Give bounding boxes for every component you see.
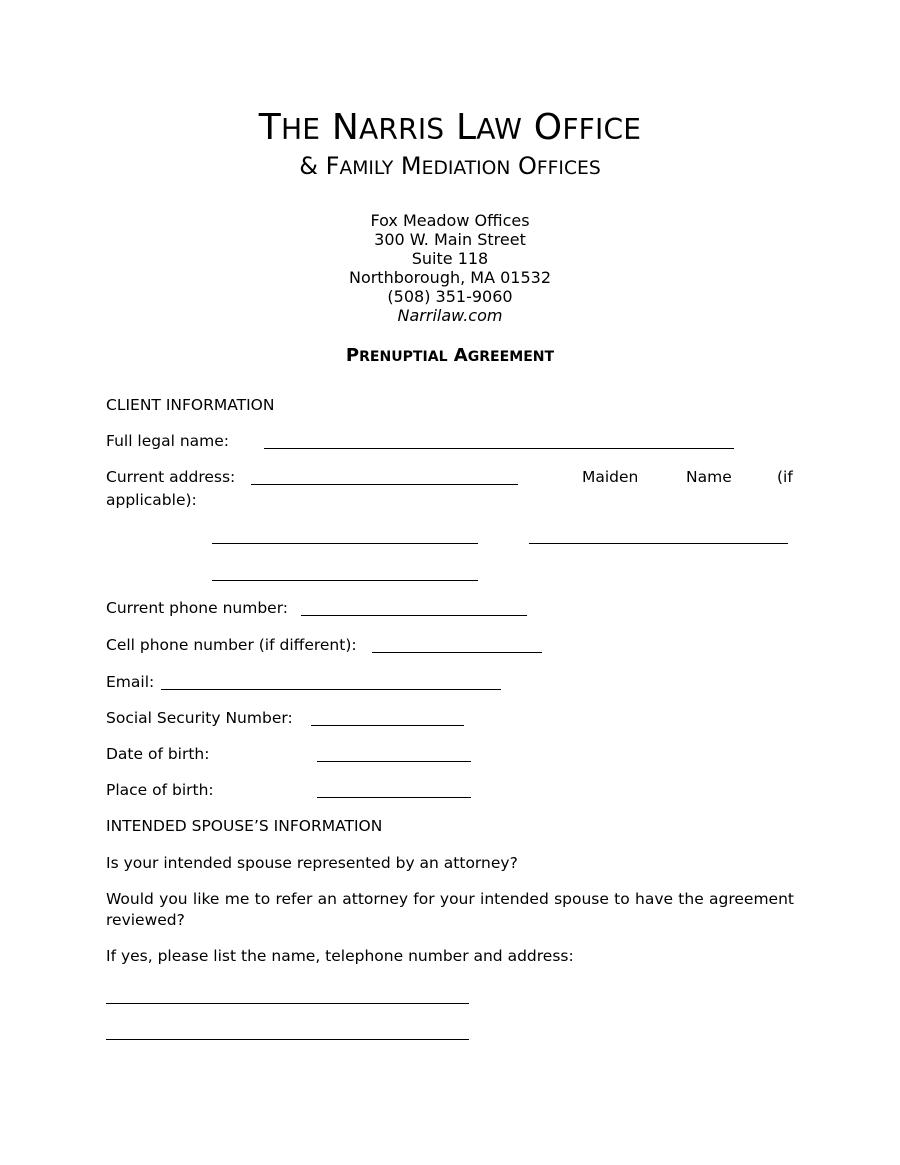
refer-attorney-question: Would you like me to refer an attorney for your intended spouse to have the agreement reviewed? xyxy=(106,890,794,929)
address-line-suite: Suite 118 xyxy=(411,249,489,268)
attorney-details-field-line2[interactable] xyxy=(106,1039,469,1040)
pob-label: Place of birth: xyxy=(106,781,214,799)
address-line-street: 300 W. Main Street xyxy=(374,230,526,249)
document-heading: PRENUPTIAL AGREEMENT xyxy=(345,345,555,366)
email-field[interactable] xyxy=(161,689,501,690)
current-address-field-line3[interactable] xyxy=(212,580,478,581)
address-line-office: Fox Meadow Offices xyxy=(370,211,530,230)
dob-label: Date of birth: xyxy=(106,745,210,763)
dob-field[interactable] xyxy=(317,761,471,762)
current-address-label: Current address: xyxy=(106,468,236,486)
email-label: Email: xyxy=(106,673,155,691)
address-line-phone: (508) 351-9060 xyxy=(387,287,513,306)
maiden-name-field[interactable] xyxy=(529,543,788,544)
website-link[interactable]: Narrilaw.com xyxy=(397,306,503,325)
maiden-name-label-word4: applicable): xyxy=(106,491,197,509)
full-legal-name-label: Full legal name: xyxy=(106,432,230,450)
client-section-title: CLIENT INFORMATION xyxy=(106,396,275,414)
current-phone-label: Current phone number: xyxy=(106,599,289,617)
ssn-field[interactable] xyxy=(311,725,464,726)
spouse-attorney-question: Is your intended spouse represented by an attorney? xyxy=(106,854,518,872)
spouse-section-title: INTENDED SPOUSE’S INFORMATION xyxy=(106,817,383,835)
cell-phone-label: Cell phone number (if different): xyxy=(106,636,357,654)
attorney-details-prompt: If yes, please list the name, telephone number and address: xyxy=(106,947,574,965)
current-address-field[interactable] xyxy=(251,484,518,485)
cell-phone-field[interactable] xyxy=(372,652,542,653)
current-address-field-line2[interactable] xyxy=(212,543,478,544)
attorney-details-field-line1[interactable] xyxy=(106,1003,469,1004)
ssn-label: Social Security Number: xyxy=(106,709,293,727)
address-line-city: Northborough, MA 01532 xyxy=(348,268,552,287)
maiden-name-label-word3: (if xyxy=(777,468,793,486)
pob-field[interactable] xyxy=(317,797,471,798)
maiden-name-label-word1: Maiden xyxy=(582,468,639,486)
office-name-title: THE NARRIS LAW OFFICE xyxy=(258,107,642,148)
office-subtitle: & FAMILY MEDIATION OFFICES xyxy=(299,152,601,180)
current-phone-field[interactable] xyxy=(301,615,527,616)
maiden-name-label-word2: Name xyxy=(686,468,732,486)
full-legal-name-field[interactable] xyxy=(264,448,734,449)
